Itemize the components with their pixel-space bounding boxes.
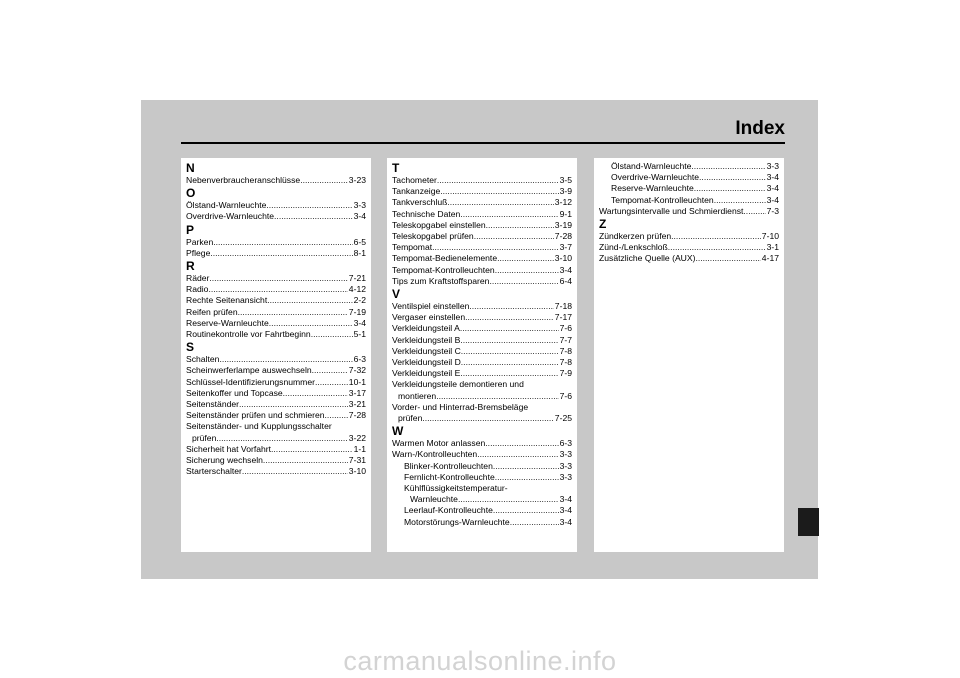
dot-leader bbox=[461, 357, 559, 368]
index-entry-label: Reifen prüfen bbox=[186, 306, 238, 317]
index-entry-page: 3-4 bbox=[766, 194, 779, 205]
dot-leader bbox=[210, 248, 352, 259]
dot-leader bbox=[469, 301, 553, 312]
index-entry-page: 3-5 bbox=[559, 175, 572, 185]
index-column-3-content bbox=[594, 158, 784, 265]
index-entry-label: Tankverschluß bbox=[392, 197, 448, 208]
index-column-2-content bbox=[387, 158, 577, 528]
section-letter: W bbox=[392, 424, 404, 439]
section-letter: R bbox=[186, 259, 195, 274]
index-entry-page: 3-3 bbox=[559, 471, 572, 482]
index-entry-label: Routinekontrolle vor Fahrtbeginn bbox=[186, 329, 311, 340]
index-entry bbox=[599, 183, 779, 194]
dot-leader bbox=[461, 346, 559, 357]
index-entry-continued: Verkleidungsteile demontieren und bbox=[392, 379, 524, 390]
index-entry bbox=[392, 209, 572, 220]
index-entry-label: Verkleidungsteil E bbox=[392, 368, 461, 379]
index-entry bbox=[392, 231, 572, 242]
index-entry bbox=[392, 335, 572, 346]
index-entry-page: 3-3 bbox=[559, 460, 572, 471]
index-entry-page: 7-25 bbox=[554, 413, 572, 424]
index-entry bbox=[186, 388, 366, 399]
index-entry bbox=[392, 197, 572, 208]
index-entry-label: Tankanzeige bbox=[392, 186, 441, 197]
dot-leader bbox=[485, 438, 558, 449]
dot-leader bbox=[208, 284, 347, 295]
dot-leader bbox=[691, 161, 765, 172]
index-entry-page: 3-10 bbox=[554, 253, 572, 264]
dot-leader bbox=[311, 329, 353, 340]
dot-leader bbox=[267, 295, 352, 306]
index-entry-label: Parken bbox=[186, 236, 214, 247]
index-entry-label: Leerlauf-Kontrolleuchte bbox=[404, 505, 493, 516]
dot-leader bbox=[460, 323, 559, 334]
section-letter: N bbox=[186, 161, 195, 175]
index-entry bbox=[186, 444, 366, 455]
index-entry-label: Teleskopgabel prüfen bbox=[392, 231, 474, 242]
index-entry-label: Tempomat bbox=[392, 242, 433, 253]
dot-leader bbox=[300, 175, 348, 186]
index-entry bbox=[186, 354, 366, 365]
dot-leader bbox=[486, 220, 554, 231]
dot-leader bbox=[436, 391, 558, 402]
dot-leader bbox=[271, 444, 353, 455]
index-entry-label: prüfen bbox=[192, 432, 217, 443]
index-entry-label: Tips zum Kraftstoffsparen bbox=[392, 275, 490, 286]
index-entry-label: Schalten bbox=[186, 354, 220, 365]
index-entry bbox=[186, 365, 366, 376]
index-entry-page: 3-3 bbox=[353, 200, 366, 211]
index-entry bbox=[186, 284, 366, 295]
index-entry-label: prüfen bbox=[398, 413, 423, 424]
index-entry-label: Teleskopgabel einstellen bbox=[392, 219, 486, 230]
index-entry-page: 7-18 bbox=[554, 301, 572, 312]
index-entry-page: 7-28 bbox=[348, 410, 366, 421]
index-entry bbox=[392, 449, 572, 460]
dot-leader bbox=[239, 399, 348, 410]
index-entry bbox=[599, 231, 779, 242]
index-entry bbox=[392, 413, 572, 424]
index-entry-label: Räder bbox=[186, 273, 210, 284]
index-entry bbox=[392, 175, 572, 186]
dot-leader bbox=[497, 253, 554, 264]
dot-leader bbox=[695, 253, 760, 264]
index-entry-label: Technische Daten bbox=[392, 208, 461, 219]
index-column-2 bbox=[387, 158, 577, 552]
section-letter: T bbox=[392, 161, 400, 175]
index-entry bbox=[186, 273, 366, 284]
index-entry-label: Fernlicht-Kontrolleuchte bbox=[404, 471, 495, 482]
dot-leader bbox=[269, 318, 353, 329]
index-entry-page: 7-17 bbox=[554, 312, 572, 323]
dot-leader bbox=[460, 209, 558, 220]
index-entry bbox=[599, 172, 779, 183]
page-title: Index bbox=[735, 118, 785, 139]
index-entry-label: Overdrive-Warnleuchte bbox=[186, 211, 275, 222]
index-entry-label: Seitenständer bbox=[186, 399, 240, 410]
index-entry bbox=[186, 329, 366, 340]
index-entry bbox=[392, 461, 572, 472]
index-entry-label: Pflege bbox=[186, 247, 211, 258]
dot-leader bbox=[266, 200, 352, 211]
index-entry-label: Zusätzliche Quelle (AUX) bbox=[599, 253, 696, 264]
index-column-1 bbox=[181, 158, 371, 552]
index-entry-page: 3-21 bbox=[348, 399, 366, 410]
index-entry bbox=[186, 433, 366, 444]
index-entry-label: Sicherung wechseln bbox=[186, 455, 263, 466]
index-entry-page: 1-1 bbox=[353, 443, 366, 454]
index-entry bbox=[392, 312, 572, 323]
dot-leader bbox=[325, 410, 348, 421]
index-entry-label: Verkleidungsteil D bbox=[392, 357, 461, 368]
index-entry-page: 3-4 bbox=[559, 516, 572, 527]
index-entry-page: 7-28 bbox=[554, 231, 572, 242]
index-entry-page: 7-8 bbox=[559, 345, 572, 356]
index-entry-page: 7-21 bbox=[348, 273, 366, 284]
index-entry bbox=[186, 455, 366, 466]
index-entry bbox=[392, 186, 572, 197]
section-letter: S bbox=[186, 340, 195, 355]
dot-leader bbox=[440, 186, 558, 197]
index-entry bbox=[392, 242, 572, 253]
index-entry-page: 3-19 bbox=[554, 219, 572, 230]
index-entry-label: Reserve-Warnleuchte bbox=[611, 183, 694, 194]
dot-leader bbox=[437, 175, 559, 186]
index-entry-label: Reserve-Warnleuchte bbox=[186, 317, 269, 328]
index-entry bbox=[599, 195, 779, 206]
index-entry bbox=[392, 368, 572, 379]
index-entry-label: Warn-/Kontrolleuchten bbox=[392, 449, 478, 460]
index-entry-page: 3-22 bbox=[348, 432, 366, 443]
index-entry-page: 6-4 bbox=[559, 275, 572, 286]
dot-leader bbox=[238, 307, 348, 318]
index-entry-page: 5-1 bbox=[353, 329, 366, 340]
index-entry-page: 8-1 bbox=[353, 247, 366, 258]
dot-leader bbox=[422, 413, 553, 424]
index-entry-page: 9-1 bbox=[559, 208, 572, 219]
index-entry bbox=[599, 242, 779, 253]
index-entry-page: 4-12 bbox=[348, 284, 366, 295]
dot-leader bbox=[315, 377, 348, 388]
index-entry-label: Seitenkoffer und Topcase bbox=[186, 387, 283, 398]
dot-leader bbox=[477, 449, 558, 460]
index-entry-page: 3-10 bbox=[348, 466, 366, 477]
index-entry-page: 3-4 bbox=[353, 211, 366, 222]
dot-leader bbox=[671, 231, 761, 242]
index-entry bbox=[392, 346, 572, 357]
index-entry bbox=[392, 505, 572, 516]
dot-leader bbox=[219, 354, 352, 365]
index-entry-label: Wartungsintervalle und Schmierdienst bbox=[599, 205, 744, 216]
chapter-tab-marker bbox=[798, 508, 819, 536]
index-entry-label: Zündkerzen prüfen bbox=[599, 231, 672, 242]
index-column-1-content bbox=[181, 158, 371, 477]
index-entry bbox=[186, 237, 366, 248]
index-entry-page: 3-4 bbox=[766, 183, 779, 194]
dot-leader bbox=[694, 183, 766, 194]
index-entry-label: Tempomat-Bedienelemente bbox=[392, 253, 498, 264]
index-entry-page: 3-4 bbox=[766, 172, 779, 183]
watermark: carmanualsonline.info bbox=[343, 646, 617, 676]
dot-leader bbox=[213, 237, 352, 248]
index-entry bbox=[186, 211, 366, 222]
index-entry-page: 3-17 bbox=[348, 387, 366, 398]
index-entry bbox=[392, 472, 572, 483]
dot-leader bbox=[474, 231, 554, 242]
index-entry-label: Ventilspiel einstellen bbox=[392, 301, 470, 312]
index-entry-label: montieren bbox=[398, 390, 437, 401]
index-entry bbox=[186, 466, 366, 477]
index-entry-label: Rechte Seitenansicht bbox=[186, 295, 268, 306]
dot-leader bbox=[263, 455, 348, 466]
index-entry bbox=[186, 410, 366, 421]
dot-leader bbox=[274, 211, 353, 222]
index-entry-continued: Vorder- und Hinterrad-Bremsbeläge bbox=[392, 401, 529, 412]
index-entry-label: Tempomat-Kontrolleuchten bbox=[611, 194, 714, 205]
dot-leader bbox=[495, 265, 559, 276]
dot-leader bbox=[493, 461, 559, 472]
index-entry bbox=[186, 377, 366, 388]
index-entry-page: 10-1 bbox=[348, 376, 366, 387]
index-entry-label: Blinker-Kontrolleuchten bbox=[404, 460, 493, 471]
index-entry bbox=[392, 253, 572, 264]
index-entry-page: 7-6 bbox=[559, 390, 572, 401]
index-entry-label: Radio bbox=[186, 284, 209, 295]
index-entry-label: Warmen Motor anlassen bbox=[392, 438, 486, 449]
section-letter: V bbox=[392, 287, 401, 302]
index-entry-page: 7-8 bbox=[559, 357, 572, 368]
index-entry-label: Tachometer bbox=[392, 175, 437, 185]
index-entry bbox=[392, 357, 572, 368]
manual-page bbox=[141, 100, 818, 579]
index-entry-label: Verkleidungsteil A bbox=[392, 323, 460, 334]
dot-leader bbox=[668, 242, 766, 253]
dot-leader bbox=[312, 365, 348, 376]
index-entry-page: 6-5 bbox=[353, 236, 366, 247]
dot-leader bbox=[510, 517, 559, 528]
index-entry-label: Ölstand-Warnleuchte bbox=[186, 200, 267, 211]
index-entry-label: Sicherheit hat Vorfahrt bbox=[186, 443, 272, 454]
dot-leader bbox=[283, 388, 348, 399]
index-entry bbox=[392, 301, 572, 312]
index-entry-label: Nebenverbraucheranschlüsse bbox=[186, 175, 301, 185]
index-entry bbox=[392, 323, 572, 334]
section-letter: P bbox=[186, 222, 195, 237]
index-entry-page: 3-3 bbox=[766, 161, 779, 171]
dot-leader bbox=[465, 312, 554, 323]
index-entry-page: 7-7 bbox=[559, 334, 572, 345]
index-entry bbox=[186, 175, 366, 186]
index-entry-page: 3-4 bbox=[559, 505, 572, 516]
dot-leader bbox=[714, 195, 766, 206]
index-entry bbox=[186, 399, 366, 410]
index-entry-page: 3-4 bbox=[353, 317, 366, 328]
index-entry bbox=[186, 307, 366, 318]
index-entry bbox=[599, 206, 779, 217]
index-entry-page: 2-2 bbox=[353, 295, 366, 306]
index-entry-page: 7-31 bbox=[348, 455, 366, 466]
index-entry bbox=[392, 265, 572, 276]
dot-leader bbox=[460, 368, 558, 379]
index-entry bbox=[392, 391, 572, 402]
index-entry-label: Motorstörungs-Warnleuchte bbox=[404, 516, 510, 527]
section-letter: O bbox=[186, 186, 196, 201]
dot-leader bbox=[447, 197, 553, 208]
dot-leader bbox=[432, 242, 558, 253]
index-entry-label: Tempomat-Kontrolleuchten bbox=[392, 264, 495, 275]
index-entry bbox=[186, 248, 366, 259]
dot-leader bbox=[743, 206, 765, 217]
index-entry-label: Ölstand-Warnleuchte bbox=[611, 161, 692, 171]
index-entry-page: 3-4 bbox=[559, 494, 572, 505]
index-entry bbox=[392, 517, 572, 528]
index-entry-page: 3-23 bbox=[348, 175, 366, 185]
index-entry bbox=[186, 295, 366, 306]
index-entry-page: 7-10 bbox=[761, 231, 779, 242]
index-entry bbox=[392, 220, 572, 231]
dot-leader bbox=[489, 276, 558, 287]
index-entry-label: Verkleidungsteil C bbox=[392, 345, 461, 356]
dot-leader bbox=[493, 505, 559, 516]
index-entry-page: 3-9 bbox=[559, 186, 572, 197]
index-entry-label: Zünd-/Lenkschloß bbox=[599, 242, 668, 253]
index-entry-label: Warnleuchte bbox=[410, 494, 458, 505]
title-rule bbox=[181, 142, 785, 144]
index-entry bbox=[186, 200, 366, 211]
index-entry-page: 7-9 bbox=[559, 368, 572, 379]
index-entry-page: 7-6 bbox=[559, 323, 572, 334]
dot-leader bbox=[460, 335, 558, 346]
index-entry-label: Starterschalter bbox=[186, 466, 242, 477]
dot-leader bbox=[209, 273, 347, 284]
index-entry bbox=[599, 161, 779, 172]
index-entry bbox=[186, 318, 366, 329]
index-entry-page: 3-4 bbox=[559, 264, 572, 275]
section-letter: Z bbox=[599, 217, 607, 232]
index-entry bbox=[392, 276, 572, 287]
index-entry-page: 6-3 bbox=[559, 438, 572, 449]
index-entry-page: 3-1 bbox=[766, 242, 779, 253]
index-entry-page: 3-7 bbox=[559, 242, 572, 253]
index-entry-label: Overdrive-Warnleuchte bbox=[611, 172, 700, 183]
index-entry-label: Seitenständer prüfen und schmieren bbox=[186, 410, 325, 421]
index-entry-continued: Seitenständer- und Kupplungsschalter bbox=[186, 421, 332, 432]
index-entry-page: 7-32 bbox=[348, 365, 366, 376]
index-entry-continued: Kühlflüssigkeitstemperatur- bbox=[404, 483, 508, 494]
index-entry-label: Vergaser einstellen bbox=[392, 312, 466, 323]
index-entry-page: 7-3 bbox=[766, 205, 779, 216]
index-entry-page: 6-3 bbox=[353, 354, 366, 365]
index-column-3 bbox=[594, 158, 784, 552]
dot-leader bbox=[495, 472, 559, 483]
index-entry-label: Verkleidungsteil B bbox=[392, 334, 461, 345]
index-entry-page: 7-19 bbox=[348, 306, 366, 317]
dot-leader bbox=[458, 494, 559, 505]
index-entry-label: Scheinwerferlampe auswechseln bbox=[186, 365, 312, 376]
dot-leader bbox=[699, 172, 766, 183]
dot-leader bbox=[242, 466, 348, 477]
index-entry bbox=[392, 494, 572, 505]
dot-leader bbox=[216, 433, 347, 444]
index-entry-page: 3-3 bbox=[559, 449, 572, 460]
index-entry bbox=[392, 438, 572, 449]
index-entry bbox=[599, 253, 779, 264]
index-entry-label: Schlüssel-Identifizierungsnummer bbox=[186, 376, 315, 387]
index-entry-page: 4-17 bbox=[761, 253, 779, 264]
index-entry-page: 3-12 bbox=[554, 197, 572, 208]
